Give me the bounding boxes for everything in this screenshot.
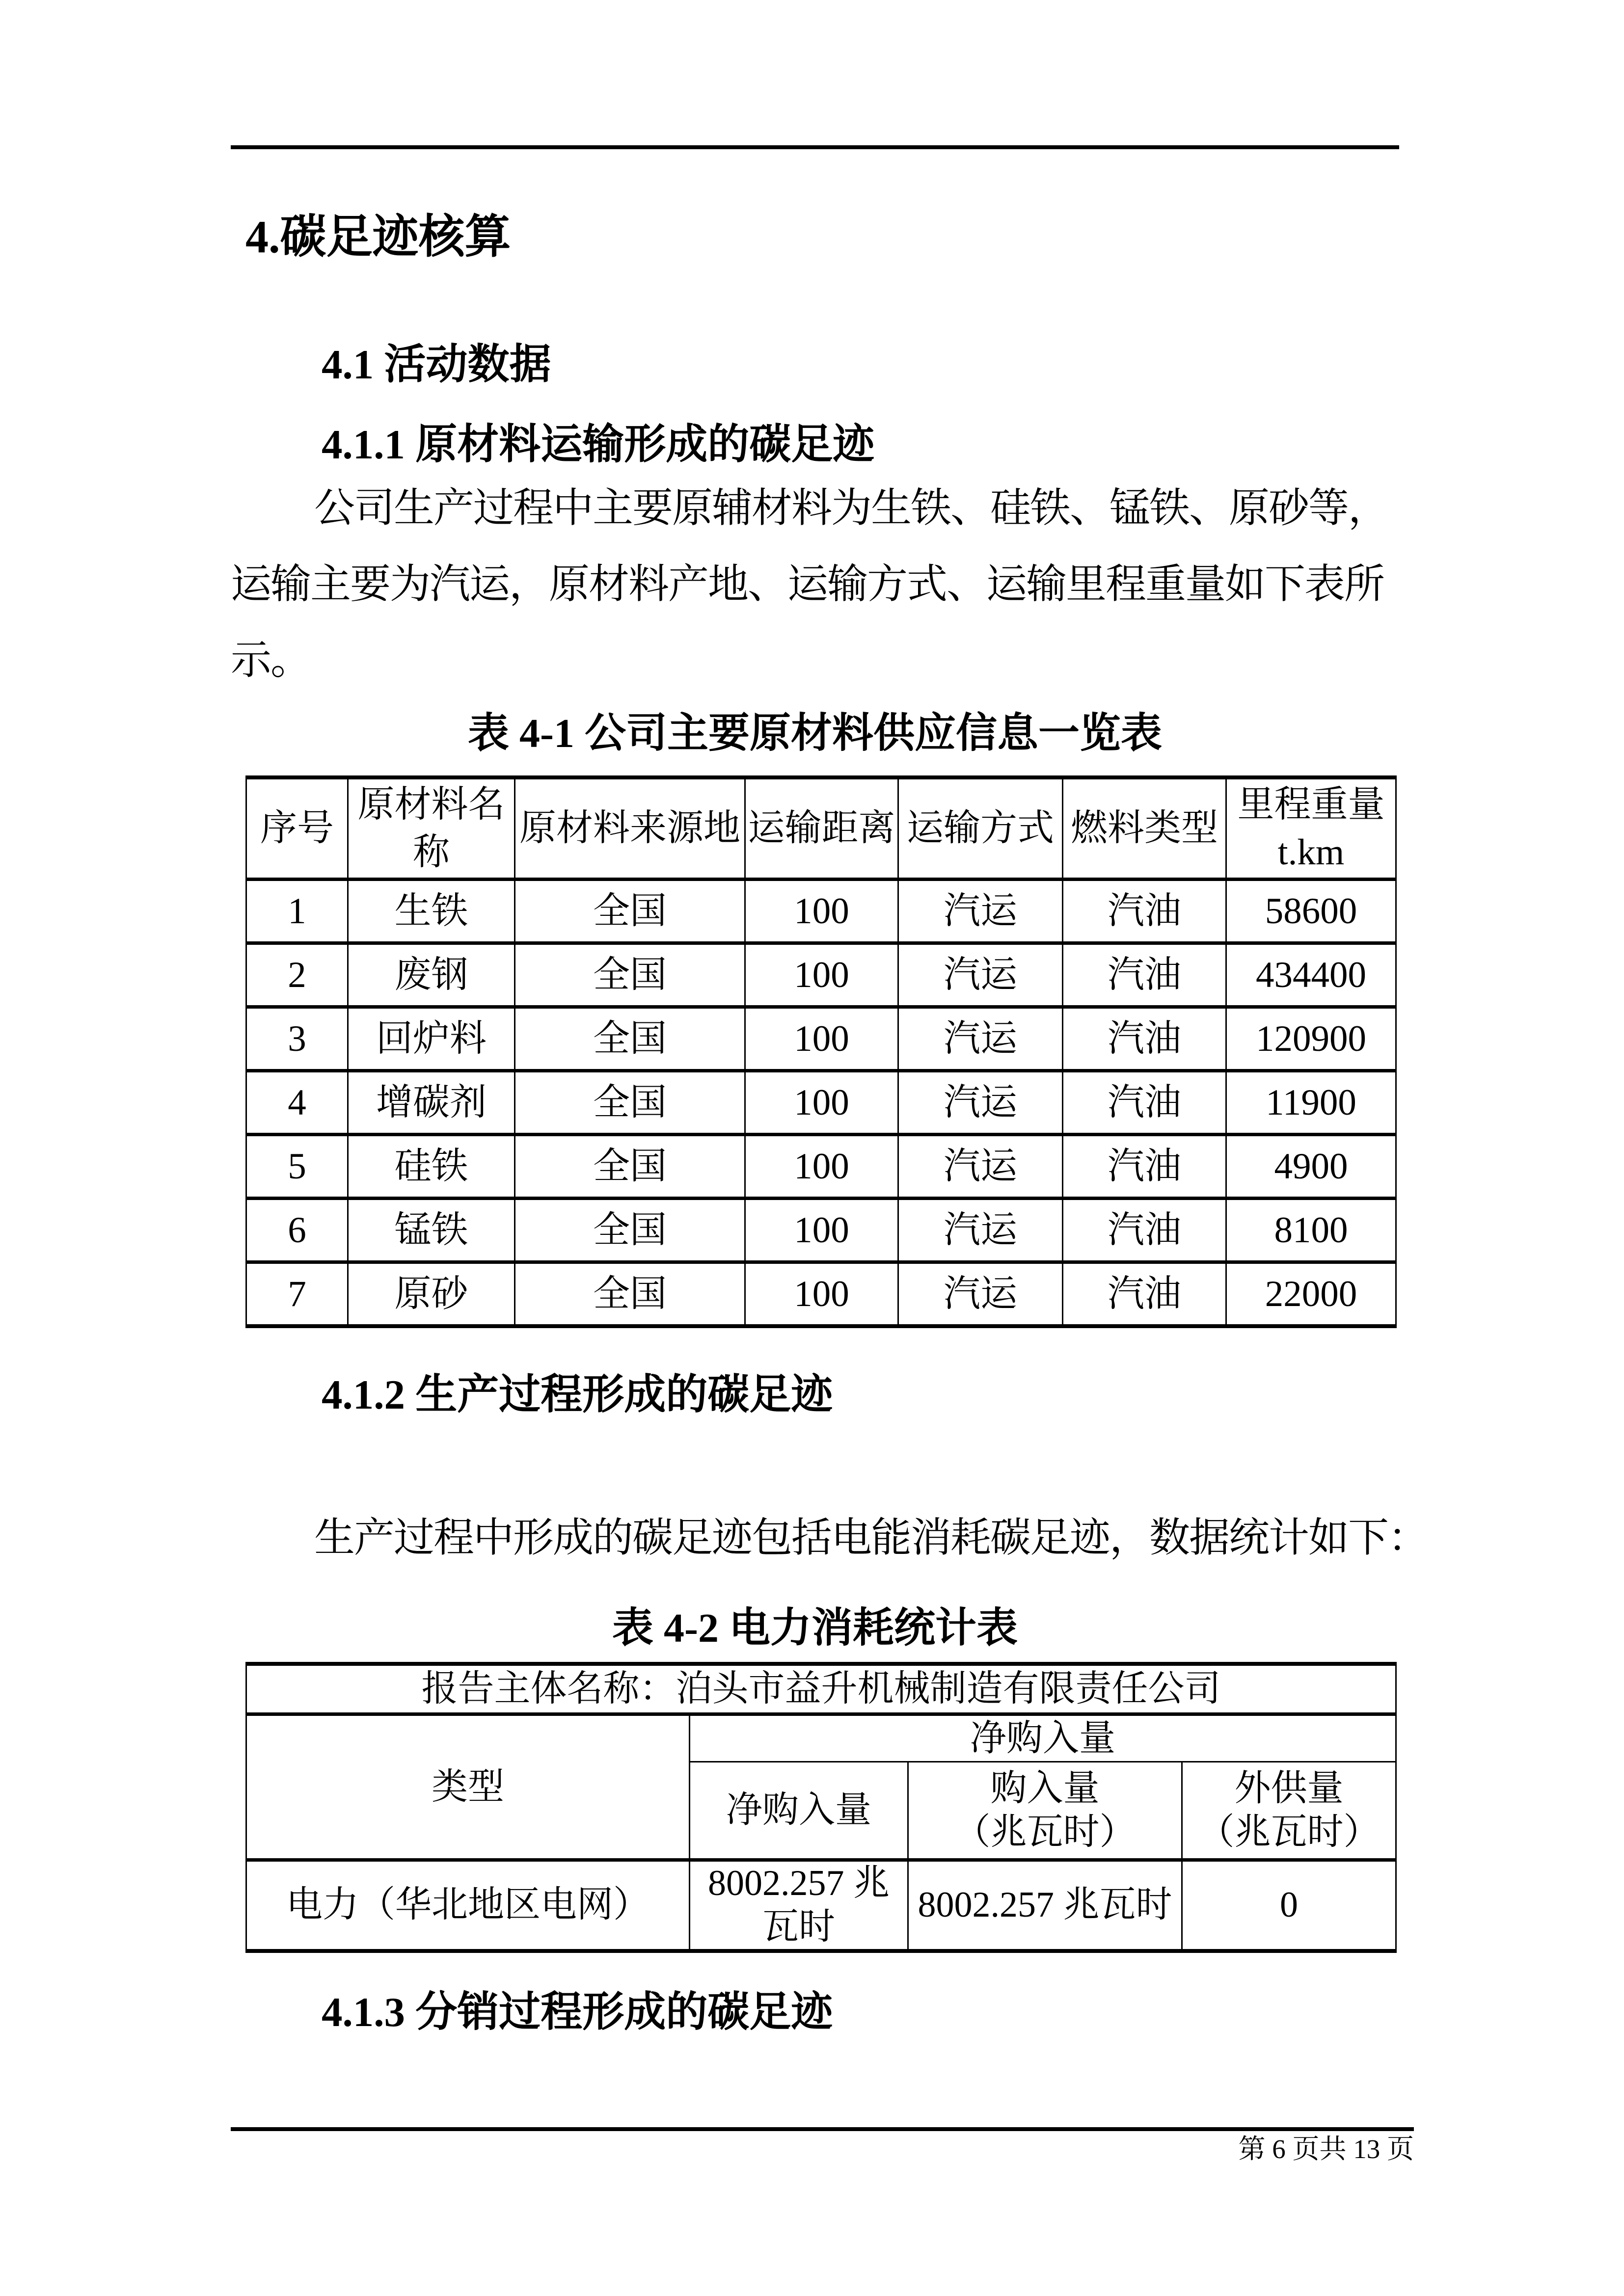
table-cell: 汽油 [1063, 880, 1226, 943]
paragraph-1-line-1: 公司生产过程中主要原辅材料为生铁、硅铁、锰铁、原砂等， [314, 485, 1388, 531]
table-cell: 8002.257 兆瓦时 [908, 1860, 1182, 1951]
table-cell: 全国 [515, 880, 745, 943]
purchase-header-line2: （兆瓦时） [954, 1812, 1136, 1852]
header-rule [231, 145, 1399, 149]
paragraph-2: 生产过程中形成的碳足迹包括电能消耗碳足迹，数据统计如下： [314, 1515, 1428, 1560]
table-cell: 增碳剂 [348, 1071, 515, 1135]
table-cell: 生铁 [348, 880, 515, 943]
net-purchase-group-cell: 净购入量 [690, 1714, 1396, 1762]
table-cell: 100 [745, 880, 898, 943]
heading-4-1: 4.1 活动数据 [322, 342, 551, 388]
table-cell: 汽运 [898, 1135, 1063, 1199]
supply-header-line1: 外供量 [1234, 1768, 1344, 1809]
table-cell: 全国 [515, 1262, 745, 1327]
materials-supply-table [245, 775, 1397, 1328]
col-header-fuel-type: 燃料类型 [1063, 777, 1226, 880]
table-cell: 全国 [515, 1071, 745, 1135]
table-cell: 电力（华北地区电网） [246, 1860, 690, 1951]
table-cell: 汽油 [1063, 943, 1226, 1007]
type-header-cell: 类型 [246, 1714, 690, 1860]
table-cell: 原砂 [348, 1262, 515, 1327]
table-4-1-title: 表 4-1 公司主要原材料供应信息一览表 [468, 711, 1162, 756]
table-cell: 全国 [515, 1135, 745, 1199]
table-cell: 汽油 [1063, 1199, 1226, 1262]
net-purchase-header-cell: 净购入量 [690, 1762, 908, 1860]
table-cell: 汽运 [898, 1007, 1063, 1071]
table-cell: 100 [745, 1135, 898, 1199]
heading-4-1-3: 4.1.3 分销过程形成的碳足迹 [322, 1989, 833, 2035]
table-cell: 100 [745, 943, 898, 1007]
table-cell: 全国 [515, 1199, 745, 1262]
table-cell: 100 [745, 1199, 898, 1262]
paragraph-1-line-3: 示。 [231, 638, 310, 683]
col-header-distance: 运输距离 [745, 777, 898, 880]
col-header-ton-km-line1: 里程重量 [1237, 784, 1385, 825]
table-cell: 汽油 [1063, 1262, 1226, 1327]
electricity-consumption-table [245, 1662, 1397, 1953]
table-cell: 汽运 [898, 880, 1063, 943]
table-cell: 22000 [1226, 1262, 1396, 1327]
table-cell: 3 [246, 1007, 348, 1071]
table-cell: 100 [745, 1007, 898, 1071]
page-content [231, 0, 1428, 2038]
purchase-header-line1: 购入量 [990, 1768, 1100, 1809]
page-footer [231, 2134, 1414, 2164]
col-header-material-name: 原材料名称 [348, 777, 515, 880]
table-cell: 11900 [1226, 1071, 1396, 1135]
table-row [246, 1071, 1396, 1135]
heading-4-1-2: 4.1.2 生产过程形成的碳足迹 [322, 1372, 833, 1418]
table-cell: 硅铁 [348, 1135, 515, 1199]
table-cell: 1 [246, 880, 348, 943]
supply-header-line2: （兆瓦时） [1198, 1812, 1380, 1852]
table-cell: 全国 [515, 1007, 745, 1071]
table-cell: 8002.257 兆瓦时 [690, 1860, 908, 1951]
table-row [246, 880, 1396, 943]
table-cell: 7 [246, 1262, 348, 1327]
table-cell: 100 [745, 1262, 898, 1327]
col-header-origin: 原材料来源地 [515, 777, 745, 880]
col-header-ton-km [1226, 777, 1396, 880]
table-row [246, 1860, 1396, 1951]
table-cell: 废钢 [348, 943, 515, 1007]
group-header-row [246, 1714, 1396, 1762]
table-cell: 汽油 [1063, 1007, 1226, 1071]
table-row [246, 1007, 1396, 1071]
table-cell: 汽运 [898, 1199, 1063, 1262]
table-cell: 汽油 [1063, 1071, 1226, 1135]
table-row [246, 1135, 1396, 1199]
table-cell: 8100 [1226, 1199, 1396, 1262]
footer-rule [231, 2127, 1414, 2131]
table-cell: 0 [1182, 1860, 1396, 1951]
table-cell: 2 [246, 943, 348, 1007]
report-subject-row [246, 1664, 1396, 1714]
table-cell: 汽运 [898, 1262, 1063, 1327]
table-cell: 锰铁 [348, 1199, 515, 1262]
table-cell: 120900 [1226, 1007, 1396, 1071]
heading-4: 4.碳足迹核算 [245, 212, 511, 263]
table-cell: 汽运 [898, 1071, 1063, 1135]
col-header-index: 序号 [246, 777, 348, 880]
table-cell: 100 [745, 1071, 898, 1135]
table-cell: 4900 [1226, 1135, 1396, 1199]
table-header-row [246, 777, 1396, 880]
table-row [246, 1199, 1396, 1262]
table-cell: 全国 [515, 943, 745, 1007]
paragraph-1-line-2: 运输主要为汽运，原材料产地、运输方式、运输里程重量如下表所 [231, 561, 1384, 607]
table-cell: 汽油 [1063, 1135, 1226, 1199]
table-cell: 58600 [1226, 880, 1396, 943]
table-cell: 434400 [1226, 943, 1396, 1007]
purchase-header-cell [908, 1762, 1182, 1860]
col-header-transport-mode: 运输方式 [898, 777, 1063, 880]
supply-header-cell [1182, 1762, 1396, 1860]
page-number: 第 6 页共 13 页 [1238, 2134, 1414, 2164]
table-cell: 5 [246, 1135, 348, 1199]
table-cell: 6 [246, 1199, 348, 1262]
table-row [246, 943, 1396, 1007]
table-cell: 回炉料 [348, 1007, 515, 1071]
table-row [246, 1262, 1396, 1327]
report-subject-cell: 报告主体名称：泊头市益升机械制造有限责任公司 [246, 1664, 1396, 1714]
table-cell: 4 [246, 1071, 348, 1135]
heading-4-1-1: 4.1.1 原材料运输形成的碳足迹 [322, 422, 875, 468]
table-cell: 汽运 [898, 943, 1063, 1007]
col-header-ton-km-line2: t.km [1277, 832, 1345, 873]
table-4-2-title: 表 4-2 电力消耗统计表 [612, 1605, 1018, 1651]
